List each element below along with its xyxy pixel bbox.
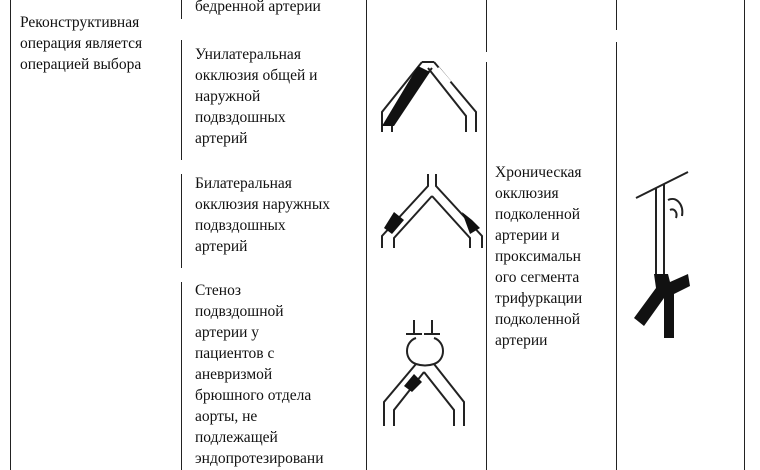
grid-line-2d (181, 282, 182, 470)
grid-line-6 (744, 0, 745, 470)
bilateral-external-iliac-occlusion-icon (378, 172, 486, 250)
row-text-bilateral: Билатеральная окклюзия наружных подвздошных артерий (195, 175, 330, 255)
grid-line-2 (181, 0, 182, 19)
popliteal-trifurcation-occlusion-icon (630, 170, 694, 344)
grid-line-5b (616, 42, 617, 470)
unilateral-iliac-occlusion-icon (378, 54, 486, 136)
grid-line-4 (486, 0, 487, 52)
row-text-top-fragment: бедренной артерии (195, 0, 321, 15)
grid-line-2c (181, 174, 182, 268)
row-text-unilateral: Унилатеральная окклюзия общей и наружной подвздошных артерий (195, 46, 318, 147)
indication-text: Реконструктивная операция является операцией выбора (20, 14, 143, 73)
grid-line-2b (181, 40, 182, 160)
grid-line-5 (616, 0, 617, 30)
grid-line-4b (486, 62, 487, 470)
grid-line-1 (10, 0, 11, 470)
popliteal-occlusion-text: Хроническая окклюзия подколенной артерии и проксимальн ого сегмента трифуркации подколенной артерии (495, 164, 583, 349)
aortic-aneurysm-iliac-stenosis-icon (378, 316, 468, 430)
row-text-aneurysm: Стеноз подвздошной артерии у пациентов с аневризмой брюшного отдела аорты, не подлежащей эндопротезировани (195, 282, 324, 467)
grid-line-3 (366, 0, 367, 470)
